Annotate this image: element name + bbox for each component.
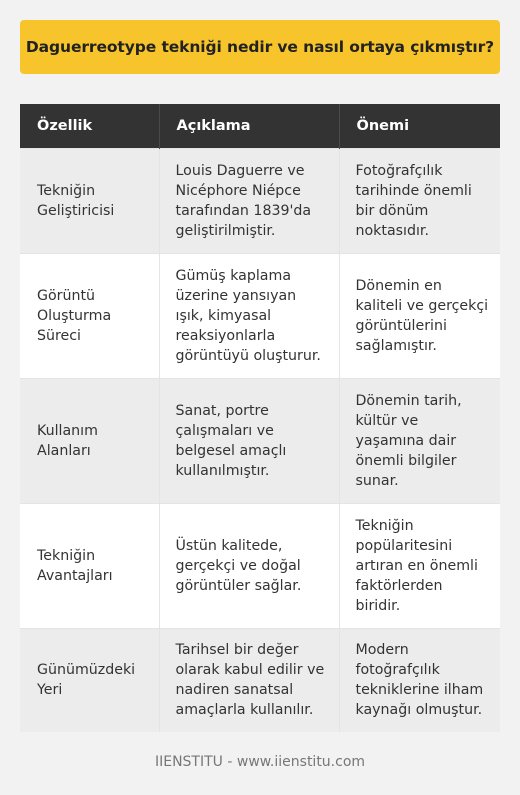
cell-importance: Dönemin en kaliteli ve gerçekçi görüntülerini sağlamıştır. xyxy=(339,254,500,379)
cell-importance: Modern fotoğrafçılık tekniklerine ilham kaynağı olmuştur. xyxy=(339,629,500,732)
cell-feature: Günümüzdeki Yeri xyxy=(20,629,159,732)
info-table xyxy=(20,104,500,732)
table-row xyxy=(20,254,500,379)
table-row xyxy=(20,379,500,504)
cell-description: Üstün kalitede, gerçekçi ve doğal görüntüler sağlar. xyxy=(159,504,339,629)
cell-feature: Tekniğin Geliştiricisi xyxy=(20,149,159,254)
cell-description: Sanat, portre çalışmaları ve belgesel amaçlı kullanılmıştır. xyxy=(159,379,339,504)
table-row xyxy=(20,149,500,254)
footer-credit: IIENSTITU - www.iienstitu.com xyxy=(154,754,366,770)
cell-feature: Kullanım Alanları xyxy=(20,379,159,504)
title-banner xyxy=(20,20,500,74)
cell-feature: Görüntü Oluşturma Süreci xyxy=(20,254,159,379)
header-ozellik: Özellik xyxy=(20,104,159,149)
header-aciklama: Açıklama xyxy=(159,104,339,149)
cell-description: Tarihsel bir değer olarak kabul edilir ve nadiren sanatsal amaçlarla kullanılır. xyxy=(159,629,339,732)
cell-importance: Dönemin tarih, kültür ve yaşamına dair önemli bilgiler sunar. xyxy=(339,379,500,504)
table-header-row xyxy=(20,104,500,149)
table-row xyxy=(20,504,500,629)
page-title: Daguerreotype tekniği nedir ve nasıl ortaya çıkmıştır? xyxy=(25,38,495,56)
header-onemi: Önemi xyxy=(339,104,500,149)
cell-importance: Fotoğrafçılık tarihinde önemli bir dönüm noktasıdır. xyxy=(339,149,500,254)
cell-description: Louis Daguerre ve Nicéphore Niépce tarafından 1839'da geliştirilmiştir. xyxy=(159,149,339,254)
cell-feature: Tekniğin Avantajları xyxy=(20,504,159,629)
table-row xyxy=(20,629,500,732)
cell-importance: Tekniğin popülaritesini artıran en önemli faktörlerden biridir. xyxy=(339,504,500,629)
cell-description: Gümüş kaplama üzerine yansıyan ışık, kimyasal reaksiyonlarla görüntüyü oluşturur. xyxy=(159,254,339,379)
